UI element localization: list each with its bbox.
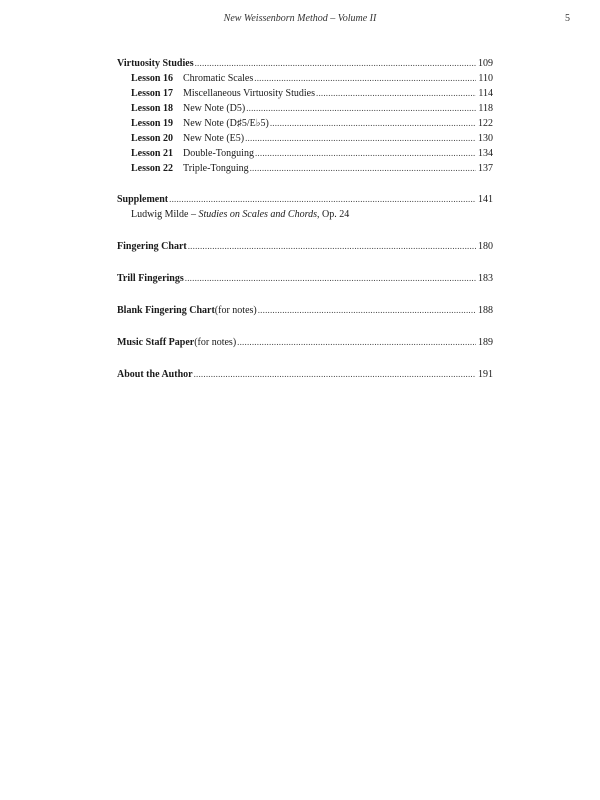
toc-entry-blank-fingering-chart	[117, 303, 493, 318]
page-ref: 110	[478, 73, 493, 84]
lesson-number: Lesson 21	[131, 148, 173, 159]
supplement-work-title: Studies on Scales and Chords	[198, 209, 318, 220]
dot-leader	[169, 192, 476, 207]
section-title: Blank Fingering Chart	[117, 305, 215, 316]
page-ref: 109	[478, 58, 493, 69]
toc-entry-fingering-chart	[117, 239, 493, 254]
supplement-opus: , Op. 24	[317, 209, 350, 220]
dot-leader	[188, 239, 476, 254]
dot-leader	[258, 303, 476, 318]
page-ref: 189	[478, 337, 493, 348]
page-ref: 191	[478, 369, 493, 380]
section-note: (for notes)	[194, 337, 237, 348]
dot-leader	[250, 161, 476, 176]
dot-leader	[254, 71, 476, 86]
lesson-number: Lesson 16	[131, 73, 173, 84]
supplement-subtitle	[117, 207, 493, 222]
dot-leader	[237, 335, 476, 350]
page-ref: 141	[478, 194, 493, 205]
toc-entry-lesson-18	[117, 101, 493, 116]
lesson-title: Double-Tonguing	[183, 148, 254, 159]
page-ref: 137	[478, 163, 493, 174]
toc-entry-music-staff-paper	[117, 335, 493, 350]
lesson-title: New Note (E5)	[183, 133, 245, 144]
page-ref: 122	[478, 118, 493, 129]
dot-leader	[194, 367, 476, 382]
section-title: Fingering Chart	[117, 241, 187, 252]
dot-leader	[185, 271, 476, 286]
lesson-number: Lesson 18	[131, 103, 173, 114]
dot-leader	[195, 56, 476, 71]
toc-entry-lesson-19	[117, 116, 493, 131]
toc-entry-supplement	[117, 192, 493, 207]
lesson-title: Chromatic Scales	[183, 73, 254, 84]
toc-entry-lesson-22	[117, 161, 493, 176]
page-ref: 114	[478, 88, 493, 99]
lesson-number: Lesson 19	[131, 118, 173, 129]
toc-entry-about-the-author	[117, 367, 493, 382]
page-ref: 118	[478, 103, 493, 114]
supplement-author: Ludwig Milde –	[131, 209, 199, 220]
section-title: About the Author	[117, 369, 193, 380]
lesson-number: Lesson 22	[131, 163, 173, 174]
section-title: Music Staff Paper	[117, 337, 195, 348]
page-ref: 180	[478, 241, 493, 252]
table-of-contents	[117, 56, 493, 382]
toc-entry-virtuosity-studies	[117, 56, 493, 71]
section-note: (for notes)	[214, 305, 257, 316]
lesson-number: Lesson 20	[131, 133, 173, 144]
toc-entry-lesson-21	[117, 146, 493, 161]
section-title: Trill Fingerings	[117, 273, 184, 284]
toc-entry-lesson-17	[117, 86, 493, 101]
lesson-title: Triple-Tonguing	[183, 163, 249, 174]
dot-leader	[255, 146, 476, 161]
dot-leader	[270, 116, 476, 131]
dot-leader	[246, 101, 476, 116]
dot-leader	[245, 131, 476, 146]
page-ref: 183	[478, 273, 493, 284]
lesson-number: Lesson 17	[131, 88, 173, 99]
toc-entry-trill-fingerings	[117, 271, 493, 286]
toc-entry-lesson-16	[117, 71, 493, 86]
page-ref: 188	[478, 305, 493, 316]
page-number: 5	[565, 13, 570, 24]
toc-entry-lesson-20	[117, 131, 493, 146]
page-ref: 134	[478, 148, 493, 159]
lesson-title: New Note (D♯5/E♭5)	[183, 118, 269, 129]
running-title: New Weissenborn Method – Volume II	[223, 13, 377, 24]
section-title: Virtuosity Studies	[117, 58, 194, 69]
dot-leader	[316, 86, 476, 101]
lesson-title: New Note (D5)	[183, 103, 246, 114]
section-title: Supplement	[117, 194, 169, 205]
lesson-title: Miscellaneous Virtuosity Studies	[183, 88, 315, 99]
page-ref: 130	[478, 133, 493, 144]
